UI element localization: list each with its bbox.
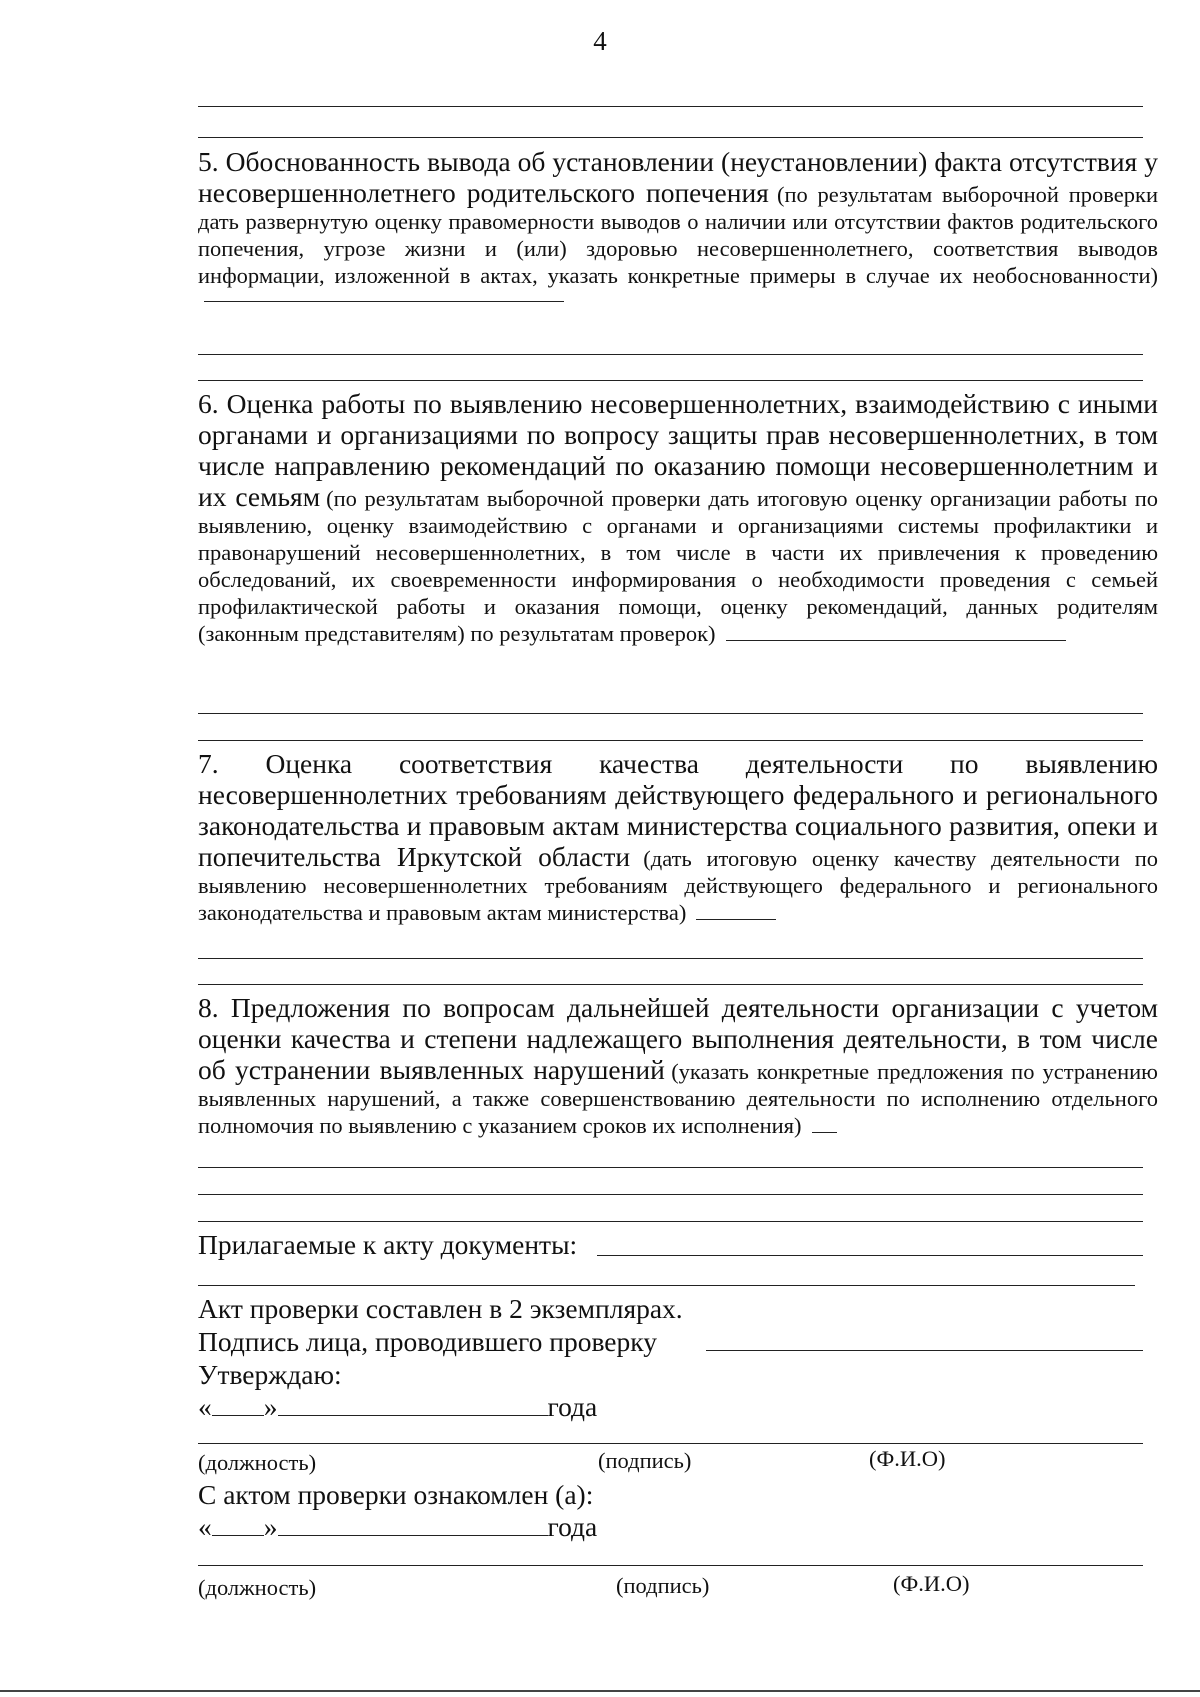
blank-line[interactable] bbox=[198, 137, 1143, 138]
position-caption: (должность) bbox=[198, 1450, 317, 1475]
year-label: года bbox=[547, 1511, 598, 1542]
sign-caption: (подпись) bbox=[616, 1573, 710, 1598]
acquainted-label: С актом проверки ознакомлен (а): bbox=[198, 1479, 594, 1510]
attached-docs-blank[interactable] bbox=[597, 1255, 1143, 1256]
day-blank[interactable] bbox=[212, 1534, 264, 1536]
blank-line[interactable] bbox=[198, 380, 1143, 381]
answer-blank[interactable] bbox=[812, 1131, 837, 1133]
answer-blank[interactable] bbox=[696, 918, 776, 920]
date-close-quote: » bbox=[263, 1391, 278, 1422]
position-caption: (должность) bbox=[198, 1575, 317, 1600]
approver-blank[interactable] bbox=[198, 1443, 1143, 1444]
section-6 bbox=[198, 388, 1158, 647]
section-6-heading: 6. Оценка работы по выявлению несовершеннолетних, взаимодействию с иными органами и организациями по вопросу защиты прав несовершеннолетних, в том числе направлению рекомендаций по оказанию помощи несовершеннолетним и их семьям bbox=[198, 388, 1158, 512]
month-blank[interactable] bbox=[278, 1414, 548, 1416]
blank-line[interactable] bbox=[198, 713, 1143, 714]
acquainted-date-line bbox=[198, 1511, 597, 1543]
sign-caption: (подпись) bbox=[598, 1448, 692, 1473]
attached-docs-label: Прилагаемые к акту документы: bbox=[198, 1229, 578, 1260]
blank-line[interactable] bbox=[198, 958, 1143, 959]
section-8-note: (указать конкретные предложения по устранению выявленных нарушений, а также совершенствованию деятельности по исполнению отдельного полномочия по выявлению с указанием сроков их исполнения) bbox=[198, 1059, 1158, 1138]
date-open-quote: « bbox=[198, 1511, 212, 1542]
blank-line[interactable] bbox=[198, 354, 1143, 355]
section-5-heading: 5. Обоснованность вывода об установлении (неустановлении) факта отсутствия у несовершеннолетнего родительского попечения bbox=[198, 146, 1158, 208]
section-7-note: (дать итоговую оценку качеству деятельности по выявлению несовершеннолетних требованиям действующего федерального и регионального законодательства и правовым актам министерства) bbox=[198, 846, 1158, 925]
blank-line[interactable] bbox=[198, 106, 1143, 107]
section-8-heading: 8. Предложения по вопросам дальнейшей деятельности организации с учетом оценки качества и степени надлежащего выполнения деятельности, в том числе об устранении выявленных нарушений bbox=[198, 992, 1158, 1085]
month-blank[interactable] bbox=[278, 1534, 548, 1536]
section-6-note: (по результатам выборочной проверки дать итоговую оценку организации работы по выявлению, оценку взаимодействию с органами и организациями системы профилактики и правонарушений несовершеннолетних, в том числе в части их привлечения к проведению обследований, их своевременности информирования о необходимости проведения с семьей профилактической работы и оказания помощи, оценку рекомендаций, данных родителям (законным представителям) по результатам проверок) bbox=[198, 486, 1159, 646]
scan-edge bbox=[0, 1690, 1200, 1692]
year-label: года bbox=[547, 1391, 598, 1422]
answer-blank[interactable] bbox=[204, 300, 564, 302]
signature-label: Подпись лица, проводившего проверку bbox=[198, 1326, 657, 1357]
section-5-note: (по результатам выборочной проверки дать развернутую оценку правомерности выводов о наличии или отсутствии фактов родительского попечения, угрозе жизни и (или) здоровью несовершеннолетнего, соответствия выводов информации, изложенной в актах, указать конкретные примеры в случае их необоснованности) bbox=[198, 182, 1158, 288]
blank-line[interactable] bbox=[198, 1285, 1135, 1286]
signature-blank[interactable] bbox=[706, 1350, 1143, 1351]
section-7-heading: 7. Оценка соответствия качества деятельности по выявлению несовершеннолетних требованиям действующего федерального и регионального законодательства и правовым актам министерства социального развития, опеки и попечительства Иркутской области bbox=[198, 748, 1158, 872]
day-blank[interactable] bbox=[212, 1414, 264, 1416]
acquainted-blank[interactable] bbox=[198, 1565, 1143, 1566]
answer-blank[interactable] bbox=[726, 639, 1066, 641]
date-open-quote: « bbox=[198, 1391, 212, 1422]
blank-line[interactable] bbox=[198, 1221, 1143, 1222]
attached-docs-line bbox=[198, 1229, 577, 1261]
page-number: 4 bbox=[593, 26, 607, 56]
approve-date-line bbox=[198, 1391, 597, 1423]
section-8 bbox=[198, 992, 1158, 1139]
blank-line[interactable] bbox=[198, 984, 1143, 985]
fio-caption: (Ф.И.О) bbox=[893, 1571, 970, 1596]
copies-text: Акт проверки составлен в 2 экземплярах. bbox=[198, 1293, 683, 1324]
section-7 bbox=[198, 748, 1158, 926]
date-close-quote: » bbox=[263, 1511, 278, 1542]
blank-line[interactable] bbox=[198, 740, 1143, 741]
approve-label: Утверждаю: bbox=[198, 1359, 342, 1390]
blank-line[interactable] bbox=[198, 1194, 1143, 1195]
section-5 bbox=[198, 146, 1158, 307]
blank-line[interactable] bbox=[198, 1167, 1143, 1168]
fio-caption: (Ф.И.О) bbox=[869, 1446, 946, 1471]
